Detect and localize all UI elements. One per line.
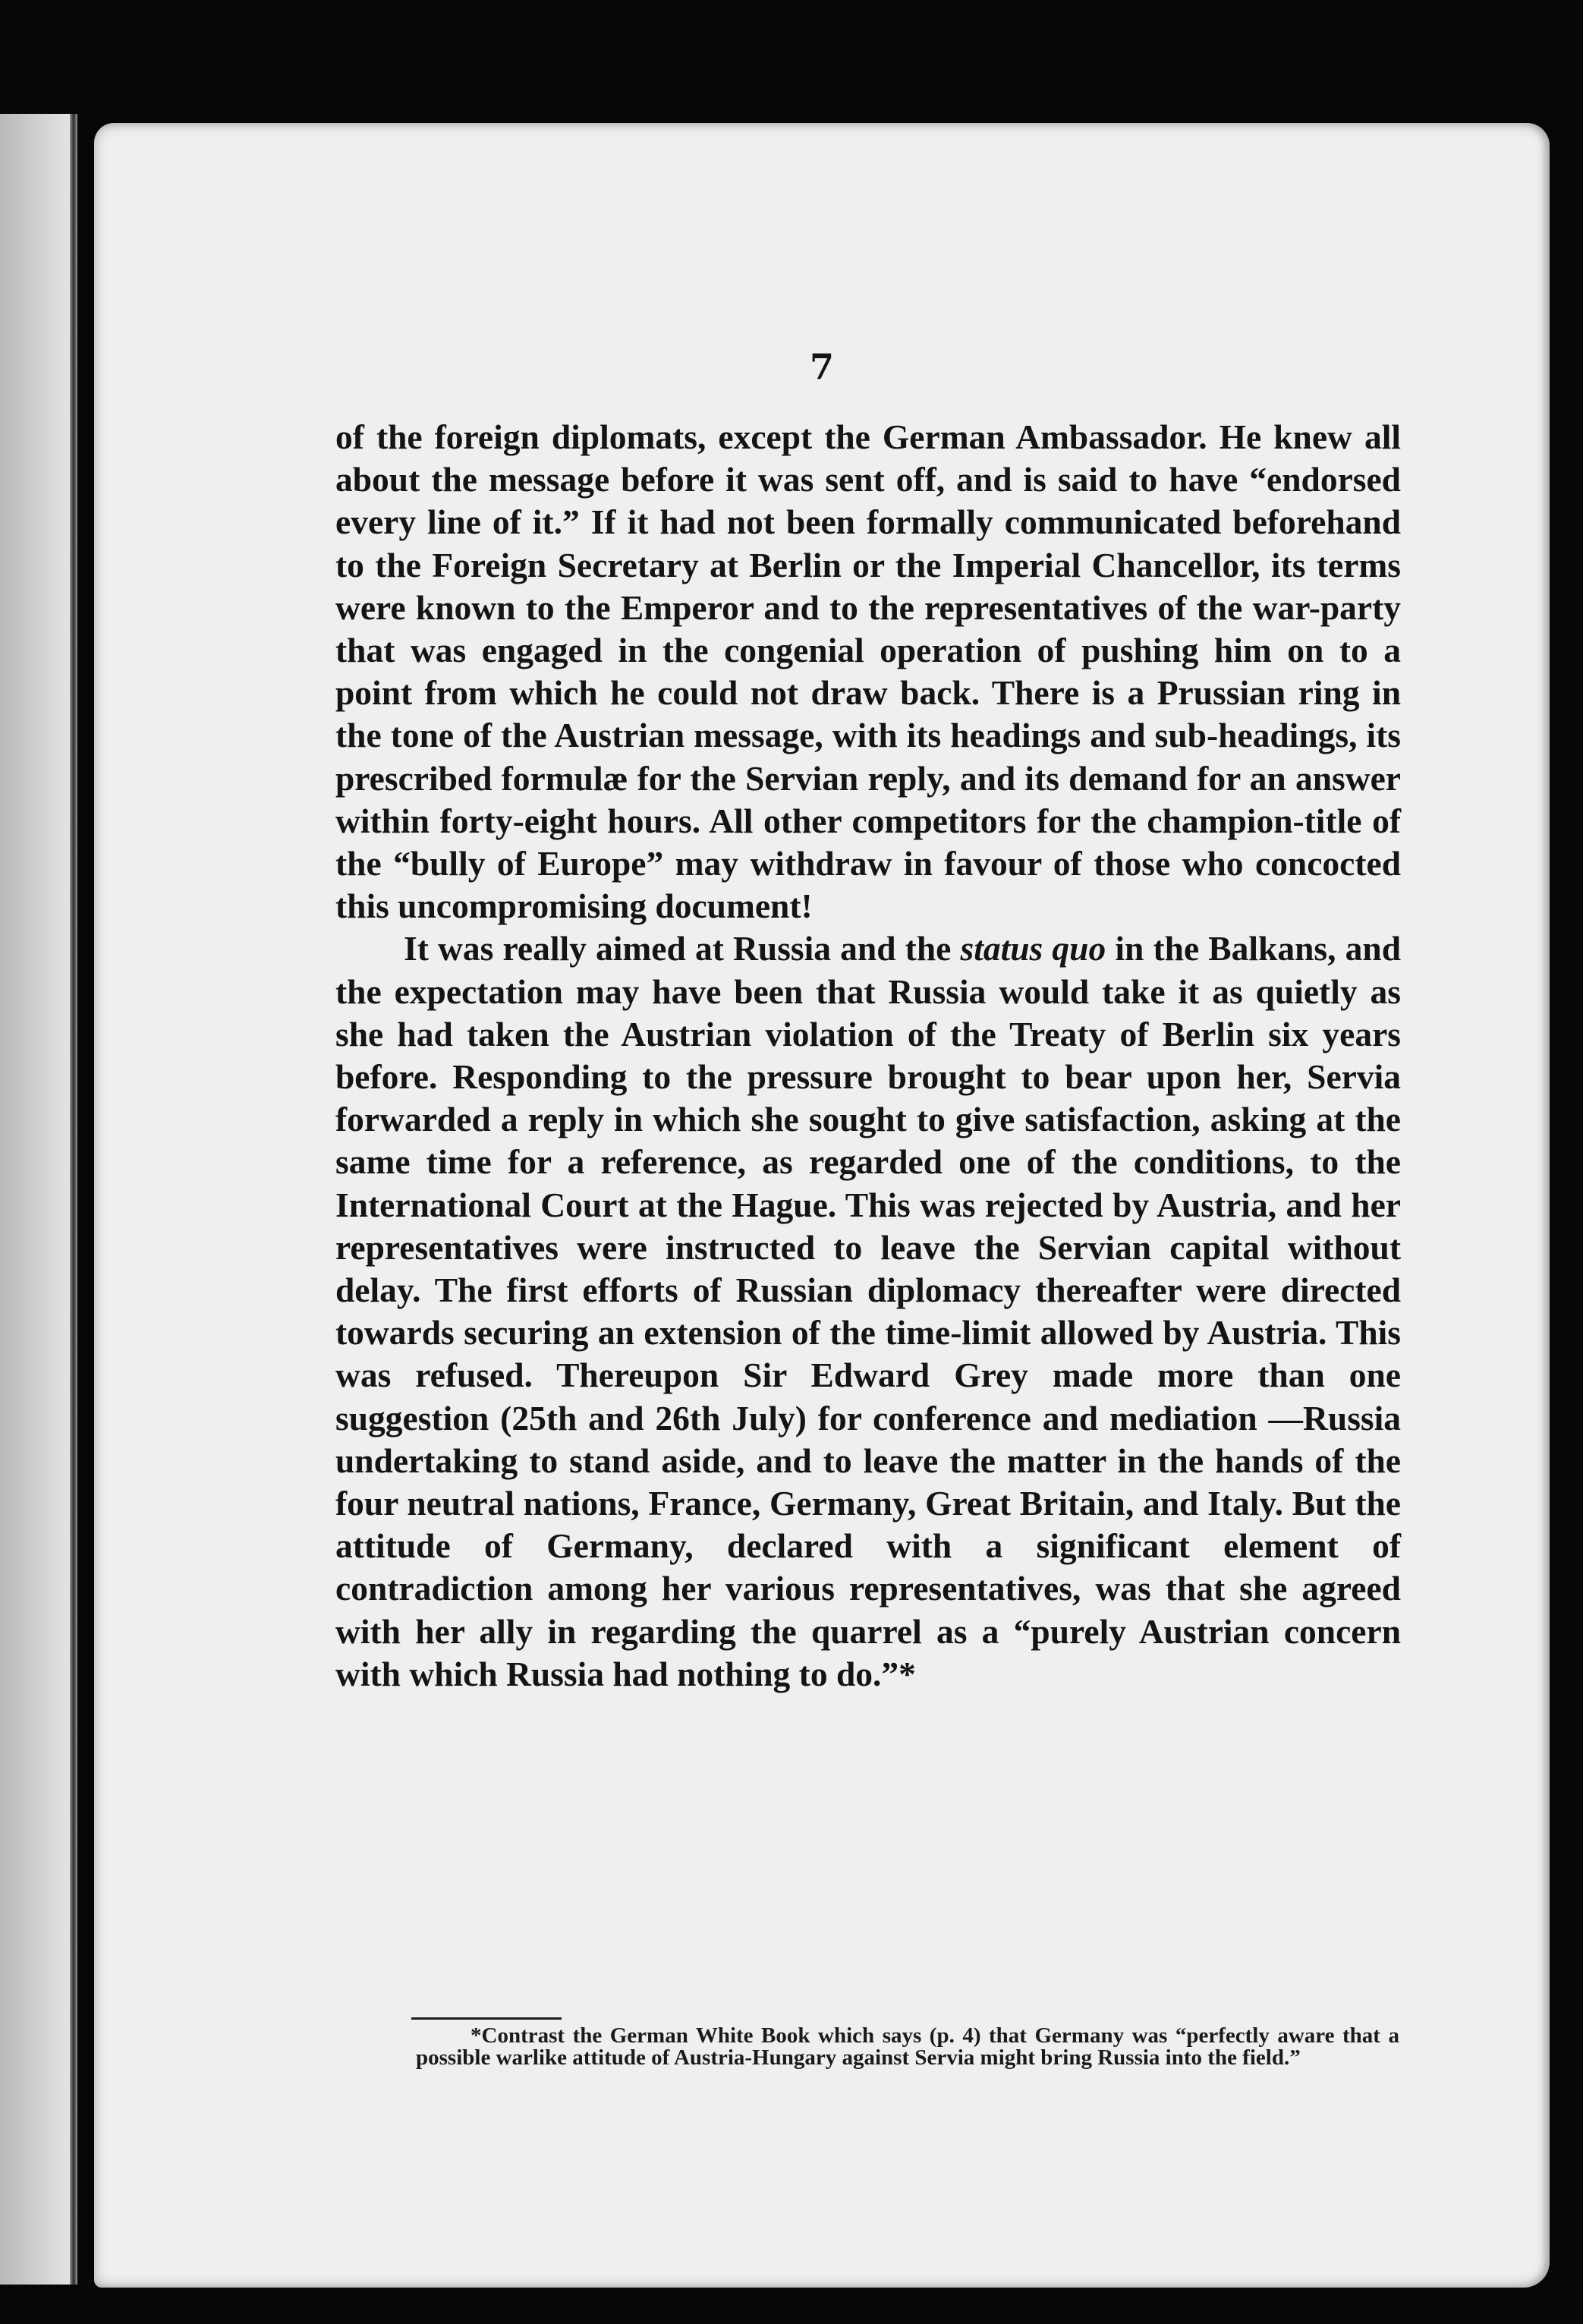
book-page	[94, 123, 1550, 2288]
facing-page-edge	[0, 114, 76, 2285]
footnote: *Contrast the German White Book which says (p. 4) that Germany was “perfectly aware that a possible warlike attitude of Austria-Hungary against Servia might bring Russia into the field.”	[416, 2023, 1399, 2070]
main-text	[335, 416, 1401, 1696]
paragraph-2-start: It was really aimed at Russia and the	[404, 929, 961, 968]
italic-phrase: status quo	[960, 929, 1106, 968]
paragraph-1: of the foreign diplomats, except the German Ambassador. He knew all about the message before it was sent off, and is said to have “endorsed every line of it.” If it had not been formally communicated beforehand to the Foreign Secretary at Berlin or the Imperial Chancellor, its terms were known to the Emperor and to the representatives of the war-party that was engaged in the congenial operation of pushing him on to a point from which he could not draw back. There is a Prussian ring in the tone of the Austrian message, with its headings and sub-headings, its prescribed formulæ for the Servian reply, and its demand for an answer within forty-eight hours. All other competitors for the champion-title of the “bully of Europe” may withdraw in favour of those who concocted this uncompromising document!	[335, 417, 1401, 926]
paragraph-2	[335, 927, 1401, 1696]
page-number: 7	[809, 346, 834, 387]
paragraph-2-rest: in the Balkans, and the expectation may have been that Russia would take it as quietly as she had taken the Austrian violation of the Treaty of Berlin six years before. Responding to the pressure brought to bear upon her, Servia forwarded a reply in which she sought to give satisfaction, asking at the same time for a reference, as regarded one of the conditions, to the International Court at the Hague. This was rejected by Austria, and her representatives were instructed to leave the Servian capital without delay. The first efforts of Russian diplomacy thereafter were directed towards securing an extension of the time-limit allowed by Austria. This was refused. Thereupon Sir Edward Grey made more than one suggestion (25th and 26th July) for conference and mediation —Russia undertaking to stand aside, and to leave the matter in the hands of the four neutral nations, France, Germany, Great Britain, and Italy. But the attitude of Germany, declared with a significant element of contradiction among her various representatives, was that she agreed with her ally in regarding the quarrel as a “purely Austrian concern with which Russia had nothing to do.”*	[335, 929, 1402, 1693]
footnote-divider	[411, 2017, 562, 2020]
book-gutter	[70, 114, 77, 2285]
